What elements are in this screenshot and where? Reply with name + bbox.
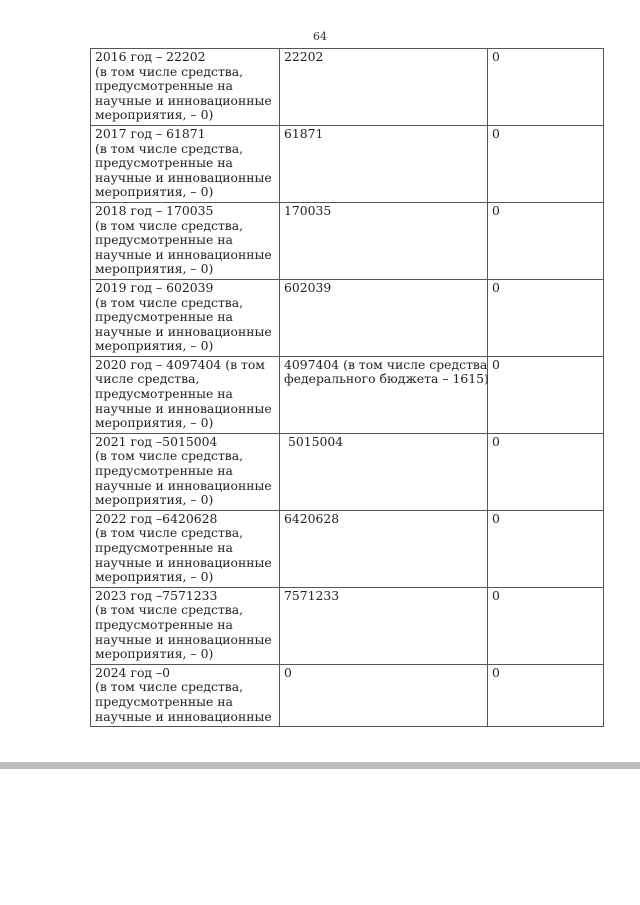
other-cell [488, 664, 604, 726]
year-description-cell [91, 125, 280, 202]
cell-line: 0 [492, 587, 500, 603]
cell-line: научные и инновационные [95, 631, 272, 647]
cell-line: предусмотренные на [95, 78, 233, 94]
cell-line: (в том числе средства, [95, 140, 244, 156]
cell-line: 0 [492, 433, 500, 449]
cell-line: 61871 [284, 125, 324, 141]
page-number: 64 [313, 30, 327, 43]
cell-line: 0 [492, 510, 500, 526]
cell-line: (в том числе средства, [95, 448, 244, 464]
other-cell [488, 433, 604, 510]
year-description-cell [91, 510, 280, 587]
amount-cell [280, 356, 488, 433]
cell-line: предусмотренные на [95, 232, 233, 248]
other-cell [488, 587, 604, 664]
scan-edge-band [0, 762, 640, 769]
cell-line: мероприятия, – 0) [95, 184, 214, 200]
cell-line: мероприятия, – 0) [95, 492, 214, 508]
cell-line: 0 [492, 664, 500, 680]
cell-line: научные и инновационные [95, 400, 272, 416]
cell-line: 0 [492, 356, 500, 372]
table-row [91, 279, 604, 356]
cell-line: мероприятия, – 0) [95, 338, 214, 354]
other-cell [488, 49, 604, 126]
cell-line: 170035 [284, 202, 332, 218]
cell-line: мероприятия, – 0) [95, 646, 214, 662]
cell-line: предусмотренные на [95, 693, 233, 709]
other-cell [488, 202, 604, 279]
year-description-cell [91, 664, 280, 726]
cell-line: научные и инновационные [95, 554, 272, 570]
year-description-cell [91, 433, 280, 510]
cell-line: научные и инновационные [95, 477, 272, 493]
table-row [91, 202, 604, 279]
cell-line: научные и инновационные [95, 246, 272, 262]
cell-line: предусмотренные на [95, 386, 233, 402]
cell-line: 7571233 [284, 587, 340, 603]
cell-line: предусмотренные на [95, 155, 233, 171]
amount-cell [280, 587, 488, 664]
other-cell [488, 279, 604, 356]
cell-line: 0 [492, 125, 500, 141]
year-description-cell [91, 279, 280, 356]
cell-line: 0 [492, 49, 500, 64]
cell-line: 2024 год –0 [95, 664, 171, 680]
cell-line: 0 [492, 279, 500, 295]
table-row [91, 433, 604, 510]
cell-line: 2021 год –5015004 [95, 433, 218, 449]
cell-line: 2017 год – 61871 [95, 125, 206, 141]
cell-line: (в том числе средства, [95, 679, 244, 695]
cell-line: предусмотренные на [95, 540, 233, 555]
amount-cell [280, 433, 488, 510]
cell-line: 4097404 (в том числе средства [284, 356, 488, 372]
year-description-cell [91, 49, 280, 126]
cell-line: 0 [492, 202, 500, 218]
table-row [91, 664, 604, 726]
cell-line: 0 [284, 664, 292, 680]
year-description-cell [91, 356, 280, 433]
year-description-cell [91, 587, 280, 664]
cell-line: научные и инновационные [95, 169, 272, 185]
cell-line: 5015004 [288, 433, 344, 449]
cell-line: 2020 год – 4097404 (в том [95, 356, 265, 372]
cell-line: мероприятия, – 0) [95, 261, 214, 277]
funding-table [90, 48, 604, 727]
cell-line: (в том числе средства, [95, 294, 244, 310]
cell-line: 2018 год – 170035 [95, 202, 214, 218]
amount-cell [280, 279, 488, 356]
cell-line: 6420628 [284, 510, 340, 526]
cell-line: предусмотренные на [95, 616, 233, 632]
cell-line: предусмотренные на [95, 309, 233, 325]
table-row [91, 510, 604, 587]
cell-line: мероприятия, – 0) [95, 415, 214, 431]
table-row [91, 587, 604, 664]
year-description-cell [91, 202, 280, 279]
amount-cell [280, 664, 488, 726]
other-cell [488, 356, 604, 433]
other-cell [488, 510, 604, 587]
cell-line: 2023 год –7571233 [95, 587, 218, 603]
cell-line: 2019 год – 602039 [95, 279, 214, 295]
amount-cell [280, 202, 488, 279]
cell-line: мероприятия, – 0) [95, 107, 214, 123]
amount-cell [280, 49, 488, 126]
table-row [91, 125, 604, 202]
cell-line: 22202 [284, 49, 324, 64]
table-row [91, 356, 604, 433]
funding-table-container [90, 48, 603, 727]
cell-line: (в том числе средства, [95, 525, 244, 541]
other-cell [488, 125, 604, 202]
amount-cell [280, 510, 488, 587]
table-row [91, 49, 604, 126]
amount-cell [280, 125, 488, 202]
cell-line: предусмотренные на [95, 463, 233, 479]
cell-line: 602039 [284, 279, 332, 295]
cell-line: научные и инновационные [95, 92, 272, 108]
cell-line: (в том числе средства, [95, 217, 244, 233]
cell-line: научные и инновационные [95, 323, 272, 339]
cell-line: мероприятия, – 0) [95, 569, 214, 585]
cell-line: федерального бюджета – 1615) [284, 371, 489, 387]
cell-line: (в том числе средства, [95, 602, 244, 618]
cell-line: научные и инновационные [95, 708, 272, 724]
cell-line: 2022 год –6420628 [95, 510, 218, 526]
cell-line: числе средства, [95, 371, 200, 387]
cell-line: (в том числе средства, [95, 63, 244, 79]
cell-line: 2016 год – 22202 [95, 49, 206, 64]
